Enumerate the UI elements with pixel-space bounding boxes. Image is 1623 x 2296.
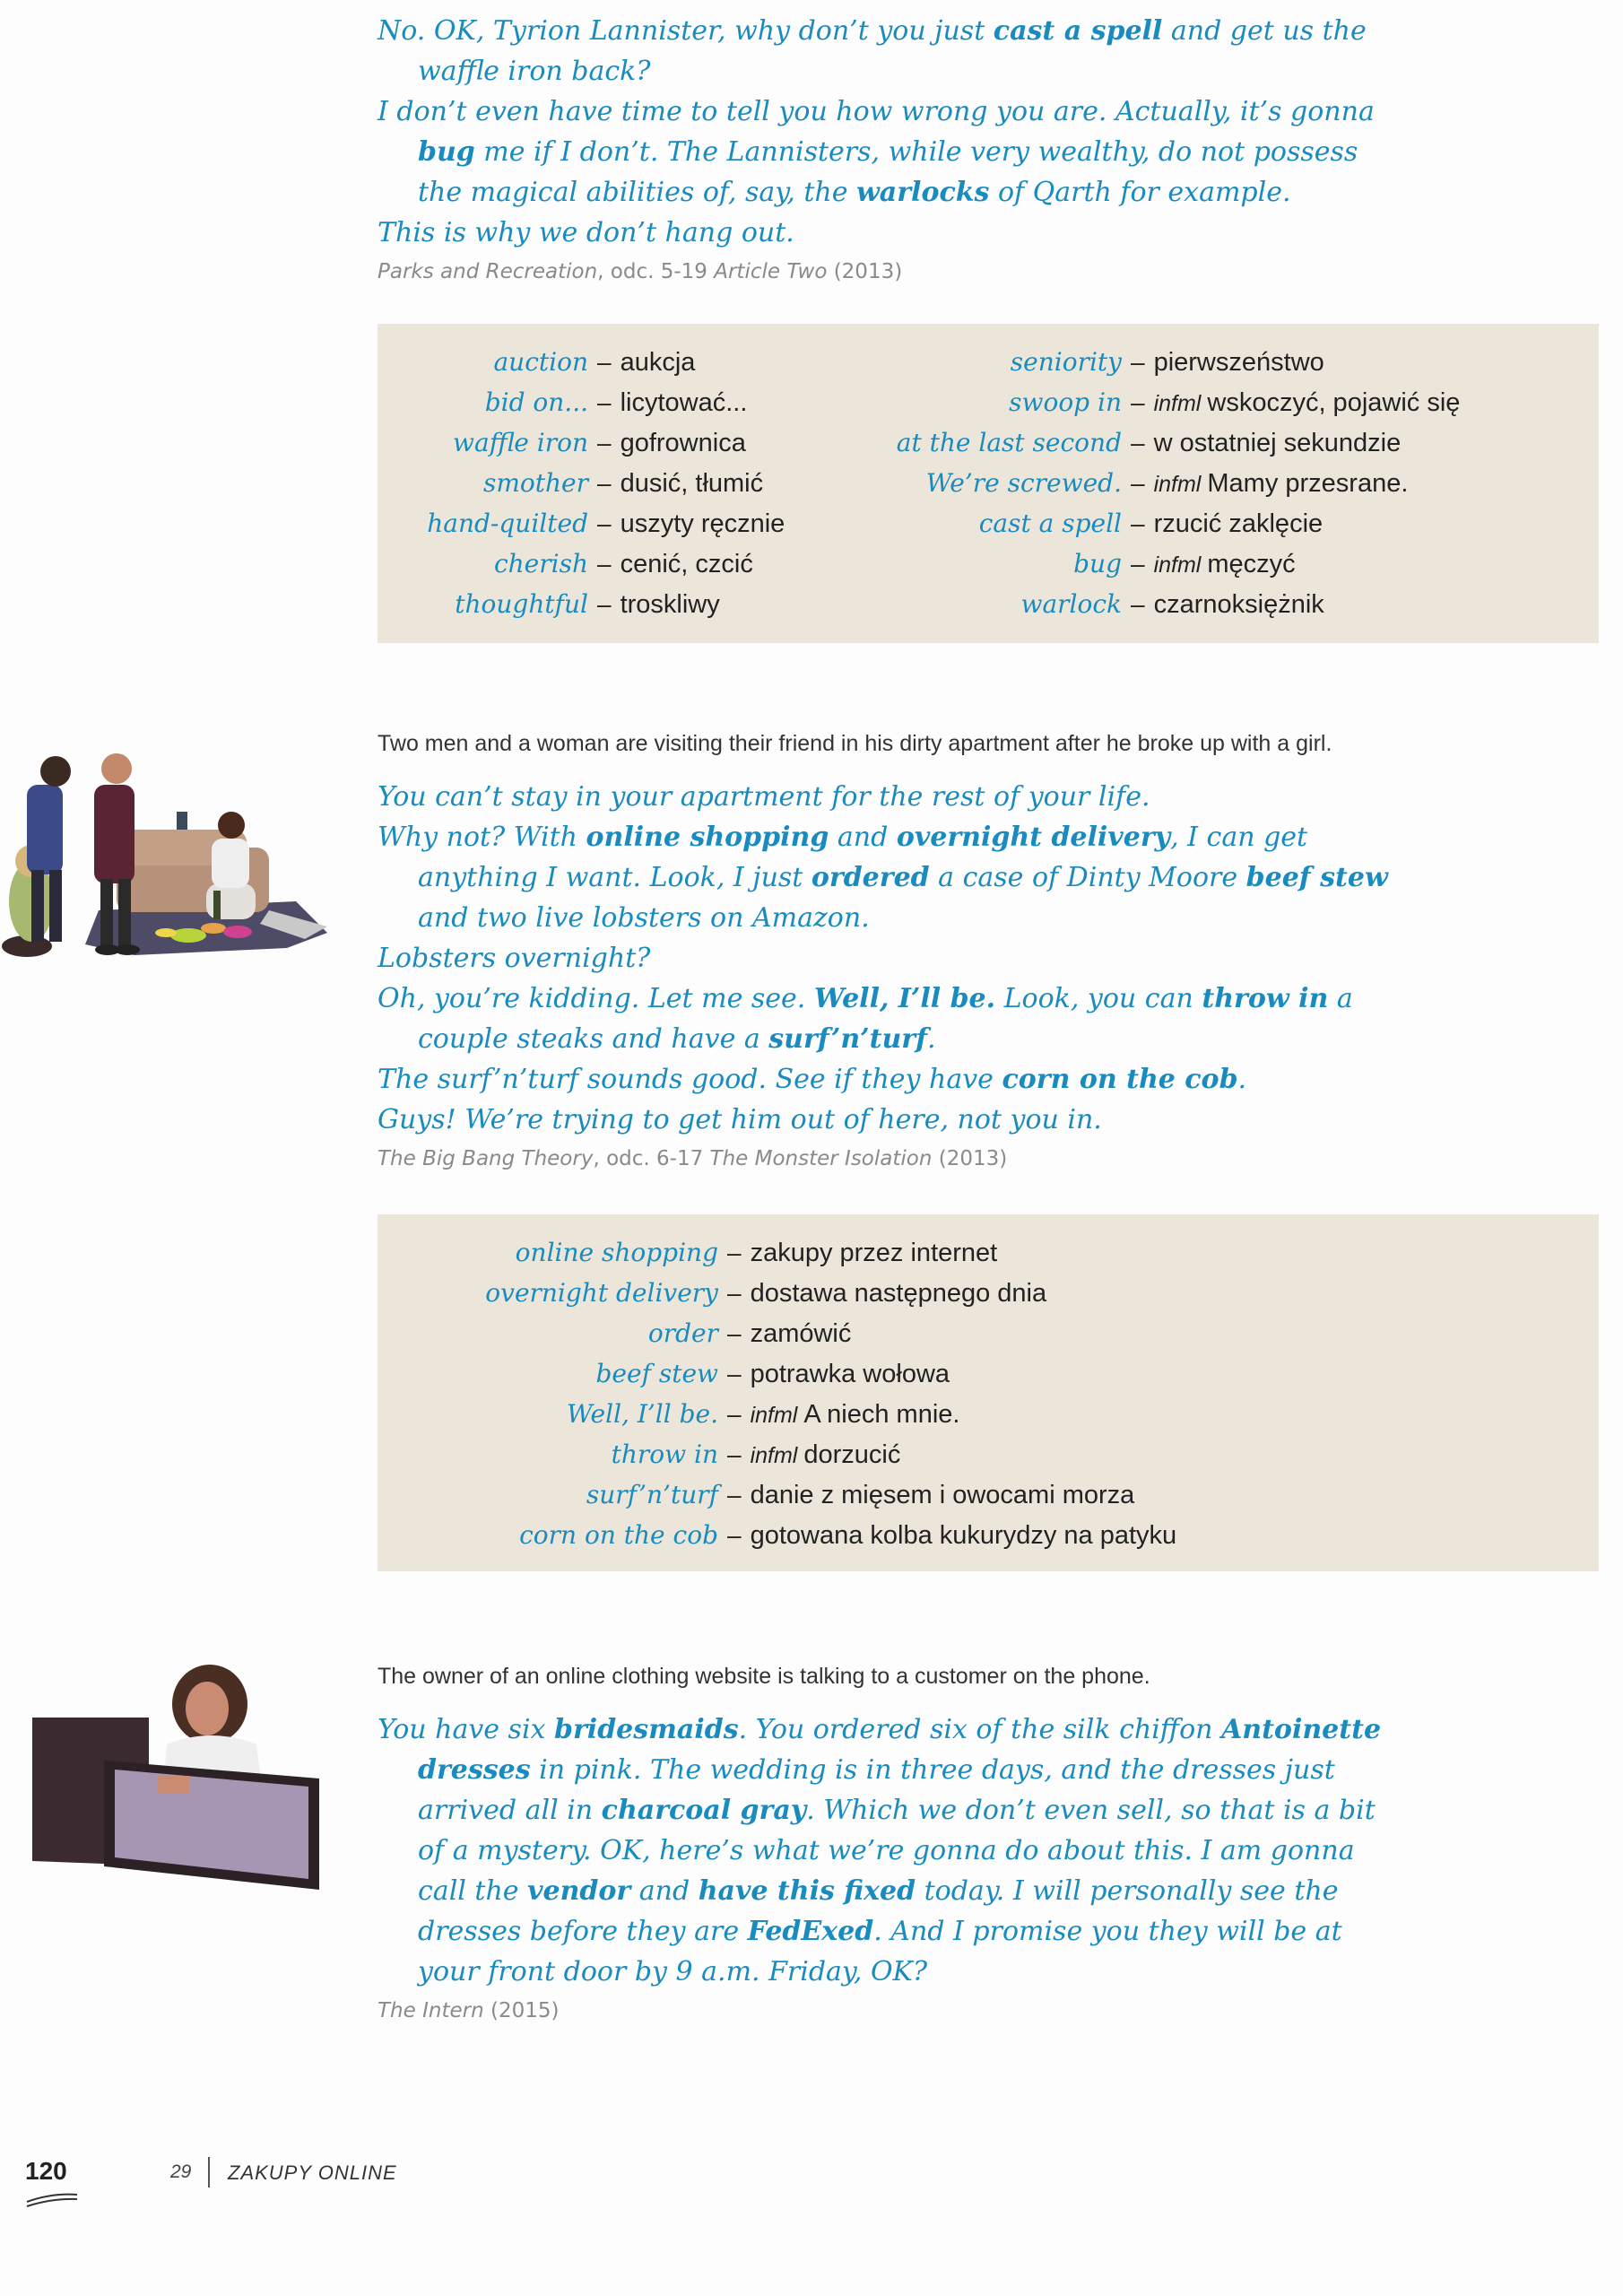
dialogue-line [378, 1059, 1409, 1100]
vocab-term: throw in [1202, 983, 1329, 1014]
vocab-dash: – [1131, 550, 1145, 578]
vocab-entry [378, 1278, 1176, 1318]
vocab-translation: gofrownica [620, 429, 746, 457]
vocab-polish [1154, 388, 1461, 418]
source-episode-prefix: , odc. 5-19 [597, 260, 715, 283]
vocabulary-box-2 [378, 1214, 1599, 1571]
dialogue-text: of Qarth for example. [989, 177, 1291, 208]
vocab-dash: – [727, 1440, 742, 1468]
vocab-term: warlocks [855, 177, 990, 208]
source-year: (2013) [932, 1147, 1008, 1170]
dialogue-text: . And I promise you they will be at your front door by 9 a.m. Friday, OK? [418, 1916, 1342, 1987]
vocab-polish [751, 1279, 1047, 1309]
vocab-dash: – [597, 590, 612, 618]
vocab-english: order [647, 1318, 718, 1348]
dialogue-line [378, 938, 1409, 978]
vocab-translation: uszyty ręcznie [620, 509, 785, 538]
source-citation [378, 1999, 1409, 2022]
dialogue-lines [378, 1709, 1409, 1992]
footer-separator [208, 2157, 210, 2187]
vocab-entry [378, 1480, 1176, 1520]
dialogue-text: Guys! We’re trying to get him out of here, not you in. [378, 1104, 1102, 1135]
vocab-polish [751, 1481, 1135, 1510]
vocab-polish [751, 1239, 998, 1268]
vocab-translation: wskoczyć, pojawić się [1207, 388, 1461, 417]
dialogue-text: Oh, you’re kidding. Let me see. [378, 983, 814, 1014]
vocab-english: online shopping [515, 1238, 718, 1267]
chapter-title: ZAKUPY ONLINE [228, 2161, 397, 2184]
vocab-dash: – [1131, 348, 1145, 376]
vocab-translation: aukcja [620, 348, 696, 377]
dialogue-text: in pink. The wedding is in three days, and the dresses just arrived all in [418, 1754, 1335, 1826]
vocab-translation: licytować... [620, 388, 748, 417]
vocabulary-box-1 [378, 324, 1599, 643]
vocab-entry [678, 589, 1460, 630]
dialogue-line [378, 1709, 1409, 1992]
vocab-entry [678, 509, 1460, 549]
vocab-dash: – [727, 1239, 742, 1266]
vocab-english: waffle iron [453, 428, 588, 457]
scene-intro: Two men and a woman are visiting their friend in his dirty apartment after he broke up with a girl. [378, 731, 1332, 756]
page-number-swoosh-icon [25, 2191, 79, 2207]
vocab-term: overnight delivery [896, 822, 1171, 853]
vocab-english: surf’n’turf [586, 1480, 718, 1509]
vocab-english: bid on... [484, 387, 588, 417]
vocab-dash: – [727, 1279, 742, 1307]
vocab-english: corn on the cob [519, 1520, 718, 1550]
vocab-term: FedExed [747, 1916, 874, 1947]
vocab-polish [1154, 429, 1402, 458]
dialogue-text: I don’t even have time to tell you how wrong you are. Actually, it’s gonna [378, 96, 1375, 127]
vocab-term: bug [418, 136, 475, 168]
woman-at-computer-illustration [32, 1655, 328, 1897]
vocab-column-right [678, 347, 1460, 630]
vocab-dash: – [597, 429, 612, 457]
vocab-english: throw in [611, 1439, 718, 1469]
dialogue-line [378, 91, 1409, 213]
dialogue-line [378, 213, 1409, 253]
scene-intro: The owner of an online clothing website is talking to a customer on the phone. [378, 1664, 1150, 1689]
vocab-entry [378, 1399, 1176, 1439]
vocab-entry [378, 1318, 1176, 1359]
dialogue-text: a case of Dinty Moore [929, 862, 1246, 893]
source-episode: Article Two [714, 260, 828, 283]
dialogue-line [378, 978, 1409, 1059]
vocab-entry [678, 387, 1460, 428]
vocab-term: ordered [811, 862, 930, 893]
vocab-translation: Mamy przesrane. [1207, 469, 1409, 498]
source-episode-prefix: , odc. 6-17 [593, 1147, 710, 1170]
vocab-translation: zakupy przez internet [750, 1239, 998, 1267]
vocab-translation: w ostatniej sekundzie [1153, 429, 1402, 457]
source-citation [378, 260, 1409, 283]
vocab-polish [1154, 509, 1324, 539]
vocab-dash: – [597, 469, 612, 497]
register-tag: infml [750, 1403, 798, 1428]
dialogue-text: , I can get anything I want. Look, I just [418, 822, 1308, 893]
dialogue-text: Look, you can [995, 983, 1202, 1014]
vocab-english: bug [1073, 549, 1122, 578]
dialogue-lines [378, 11, 1409, 253]
vocab-term: charcoal gray [601, 1795, 807, 1826]
vocab-polish [1154, 469, 1409, 499]
vocab-entry [378, 1238, 1176, 1278]
vocab-translation: troskliwy [620, 590, 720, 619]
page-footer [25, 2157, 742, 2220]
vocab-english: seniority [1010, 347, 1122, 377]
vocab-polish [1154, 348, 1324, 378]
vocab-translation: A niech mnie. [803, 1400, 960, 1429]
dialogue-text: and [829, 822, 897, 853]
vocab-term: vendor [527, 1875, 631, 1907]
dialogue-text: Lobsters overnight? [378, 943, 651, 974]
vocab-english: cast a spell [978, 509, 1122, 538]
vocab-dash: – [727, 1481, 742, 1509]
vocab-polish [751, 1400, 960, 1430]
vocab-translation: cenić, czcić [620, 550, 753, 578]
vocab-polish [1154, 590, 1324, 620]
dialogue-line [378, 1100, 1409, 1140]
vocab-dash: – [727, 1319, 742, 1347]
vocab-english: cherish [493, 549, 588, 578]
vocab-term: Well, I’ll be. [813, 983, 996, 1014]
dialogue-text: today. I will personally see the dresses before they are [418, 1875, 1339, 1947]
vocab-dash: – [1131, 469, 1145, 497]
vocab-translation: dusić, tłumić [620, 469, 764, 498]
vocab-translation: rzucić zaklęcie [1153, 509, 1324, 538]
dialogue-parks-recreation [378, 11, 1409, 283]
page-number: 120 [25, 2157, 67, 2185]
vocab-dash: – [1131, 429, 1145, 457]
dialogue-text: . You ordered six of the silk chiffon [738, 1714, 1221, 1745]
vocab-translation: danie z mięsem i owocami morza [750, 1481, 1135, 1509]
vocab-dash: – [1131, 590, 1145, 618]
vocab-entry [678, 468, 1460, 509]
dialogue-lines [378, 777, 1409, 1140]
dialogue-text: No. OK, Tyrion Lannister, why don’t you just [378, 15, 994, 47]
vocab-translation: czarnoksiężnik [1153, 590, 1324, 619]
vocab-column [378, 1238, 1176, 1561]
vocab-translation: dostawa następnego dnia [750, 1279, 1047, 1308]
vocab-english: at the last second [896, 428, 1122, 457]
vocab-dash: – [597, 348, 612, 376]
vocab-term: online shopping [586, 822, 829, 853]
vocab-english: beef stew [595, 1359, 718, 1388]
dialogue-text: . Which we don’t even sell, so that is a bit of a mystery. OK, here’s what we’re gonna do about this. I am gonna call the [418, 1795, 1376, 1907]
vocab-entry [378, 1520, 1176, 1561]
vocab-dash: – [727, 1360, 742, 1387]
vocab-polish [751, 1319, 852, 1349]
dialogue-text: Why not? With [378, 822, 586, 853]
source-year: (2013) [827, 260, 903, 283]
source-show: The Big Bang Theory [378, 1147, 594, 1170]
vocab-english: thoughtful [455, 589, 588, 619]
register-tag: infml [750, 1443, 798, 1468]
vocab-translation: dorzucić [803, 1440, 901, 1469]
vocab-term: corn on the cob [1002, 1064, 1238, 1095]
vocab-english: auction [493, 347, 588, 377]
vocab-entry [678, 549, 1460, 589]
vocab-term: surf’n’turf [768, 1023, 928, 1055]
vocab-polish [751, 1521, 1177, 1551]
dialogue-big-bang-theory [378, 731, 1409, 1170]
vocab-term: have this fixed [698, 1875, 916, 1907]
dialogue-text: The surf’n’turf sounds good. See if they have [378, 1064, 1002, 1095]
vocab-dash: – [597, 550, 612, 578]
vocab-translation: pierwszeństwo [1153, 348, 1324, 377]
vocab-english: swoop in [1009, 387, 1122, 417]
vocab-dash: – [1131, 509, 1145, 537]
vocab-term: Antoinette dresses [418, 1714, 1382, 1786]
friends-in-apartment-illustration [0, 740, 334, 973]
vocab-term: bridesmaids [554, 1714, 739, 1745]
vocab-polish [1154, 550, 1296, 579]
vocab-entry [678, 428, 1460, 468]
vocab-translation: zamówić [750, 1319, 852, 1348]
source-year: (2015) [483, 1999, 560, 2022]
vocab-dash: – [1131, 388, 1145, 416]
vocab-dash: – [727, 1400, 742, 1428]
dialogue-text: . [1237, 1064, 1247, 1095]
vocab-translation: gotowana kolba kukurydzy na patyku [750, 1521, 1177, 1550]
dialogue-text: . [927, 1023, 936, 1055]
vocab-translation: potrawka wołowa [750, 1360, 950, 1388]
vocab-english: warlock [1020, 589, 1122, 619]
vocab-entry [678, 347, 1460, 387]
register-tag: infml [1153, 552, 1202, 578]
vocab-entry [378, 1359, 1176, 1399]
dialogue-text: me if I don’t. The Lannisters, while very wealthy, do not possess the magical abilities of, say, the [418, 136, 1358, 208]
dialogue-line [378, 817, 1409, 938]
source-citation [378, 1147, 1409, 1170]
vocab-dash: – [597, 388, 612, 416]
vocab-term: cast a spell [993, 15, 1163, 47]
chapter-number: 29 [170, 2161, 192, 2182]
register-tag: infml [1153, 391, 1202, 416]
vocab-english: hand-quilted [427, 509, 588, 538]
dialogue-text: a couple steaks and have a [418, 983, 1353, 1055]
vocab-dash: – [597, 509, 612, 537]
source-show: Parks and Recreation [378, 260, 598, 283]
vocab-entry [378, 1439, 1176, 1480]
vocab-dash: – [727, 1521, 742, 1549]
dialogue-text: and get us the waffle iron back? [418, 15, 1367, 87]
dialogue-line [378, 777, 1409, 817]
source-show: The Intern [378, 1999, 484, 2022]
vocab-english: overnight delivery [485, 1278, 718, 1308]
dialogue-text: This is why we don’t hang out. [378, 217, 794, 248]
dialogue-line [378, 11, 1409, 91]
vocab-english: Well, I’ll be. [567, 1399, 718, 1429]
source-episode: The Monster Isolation [709, 1147, 933, 1170]
vocab-translation: męczyć [1207, 550, 1296, 578]
dialogue-text: You have six [378, 1714, 555, 1745]
vocab-english: We’re screwed. [925, 468, 1122, 498]
dialogue-text: and two live lobsters on Amazon. [418, 902, 870, 934]
vocab-polish [751, 1440, 901, 1470]
vocab-polish [751, 1360, 950, 1389]
dialogue-text: and [630, 1875, 699, 1907]
dialogue-the-intern [378, 1664, 1409, 2022]
register-tag: infml [1153, 472, 1202, 497]
dialogue-text: You can’t stay in your apartment for the rest of your life. [378, 781, 1150, 813]
vocab-english: smother [482, 468, 588, 498]
vocab-term: beef stew [1245, 862, 1388, 893]
